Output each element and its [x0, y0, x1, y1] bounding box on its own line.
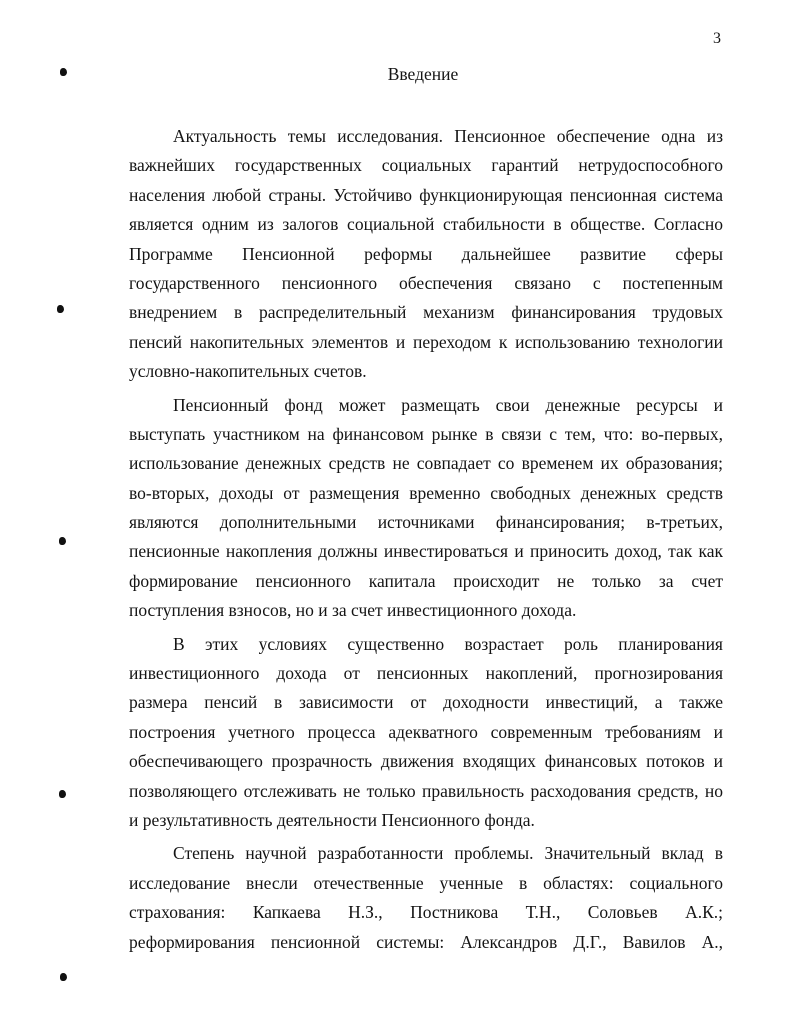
paragraph-pension-fund — [129, 391, 723, 626]
text-line: инвестиционного дохода от пенсионных накоплений, прогнозирования — [129, 663, 723, 684]
paragraph-relevance — [129, 122, 723, 387]
text-line: позволяющего отслеживать не только правильность расходования средств, но — [129, 780, 723, 801]
binding-hole-mark — [60, 68, 67, 76]
binding-hole-mark — [59, 790, 66, 798]
paragraph-research-degree — [129, 839, 723, 957]
text-line: пенсионные накопления должны инвестироваться и приносить доход, так как — [129, 541, 723, 562]
text-line: условно-накопительных счетов. — [129, 361, 367, 382]
text-line: государственного пенсионного обеспечения связано с постепенным — [129, 272, 723, 293]
text-line: важнейших государственных социальных гарантий нетрудоспособного — [129, 155, 723, 176]
binding-hole-mark — [57, 305, 64, 313]
text-line: размера пенсий в зависимости от доходности инвестиций, а также — [129, 692, 723, 713]
text-line: обеспечивающего прозрачность движения входящих финансовых потоков и — [129, 751, 723, 772]
text-line: В этих условиях существенно возрастает роль планирования — [173, 633, 723, 654]
text-line: исследование внесли отечественные ученные в областях: социального — [129, 872, 723, 893]
page-number: 3 — [713, 30, 721, 47]
text-line: Программе Пенсионной реформы дальнейшее развитие сферы — [129, 243, 723, 264]
text-line: страхования: Капкаева Н.З., Постникова Т.Н., Соловьев А.К.; — [129, 902, 723, 923]
text-line: является одним из залогов социальной стабильности в обществе. Согласно — [129, 214, 723, 235]
text-line: формирование пенсионного капитала происходит не только за счет — [129, 570, 723, 591]
text-line: построения учетного процесса адекватного современным требованиям и — [129, 721, 723, 742]
text-line: выступать участником на финансовом рынке в связи с тем, что: во-первых, — [129, 423, 723, 444]
document-body — [129, 122, 723, 957]
text-line: во-вторых, доходы от размещения временно свободных денежных средств — [129, 482, 723, 503]
text-line: пенсий накопительных элементов и переходом к использованию технологии — [129, 331, 723, 352]
text-line: поступления взносов, но и за счет инвестиционного дохода. — [129, 600, 577, 621]
text-line: являются дополнительными источниками финансирования; в-третьих, — [129, 512, 723, 533]
text-line: использование денежных средств не совпадает со временем их образования; — [129, 453, 723, 474]
page-title: Введение — [387, 64, 459, 84]
text-line: реформирования пенсионной системы: Александров Д.Г., Вавилов А., — [129, 931, 723, 952]
text-line: Пенсионный фонд может размещать свои денежные ресурсы и — [173, 394, 723, 415]
text-line: внедрением в распределительный механизм финансирования трудовых — [129, 302, 723, 323]
text-line: населения любой страны. Устойчиво функционирующая пенсионная система — [129, 184, 723, 205]
text-line: и результативность деятельности Пенсионного фонда. — [129, 809, 535, 830]
binding-hole-mark — [59, 537, 66, 545]
text-line: Степень научной разработанности проблемы. Значительный вклад в — [173, 843, 723, 864]
paragraph-conditions — [129, 630, 723, 836]
text-line: Актуальность темы исследования. Пенсионное обеспечение одна из — [173, 126, 723, 146]
binding-hole-mark — [60, 973, 67, 981]
